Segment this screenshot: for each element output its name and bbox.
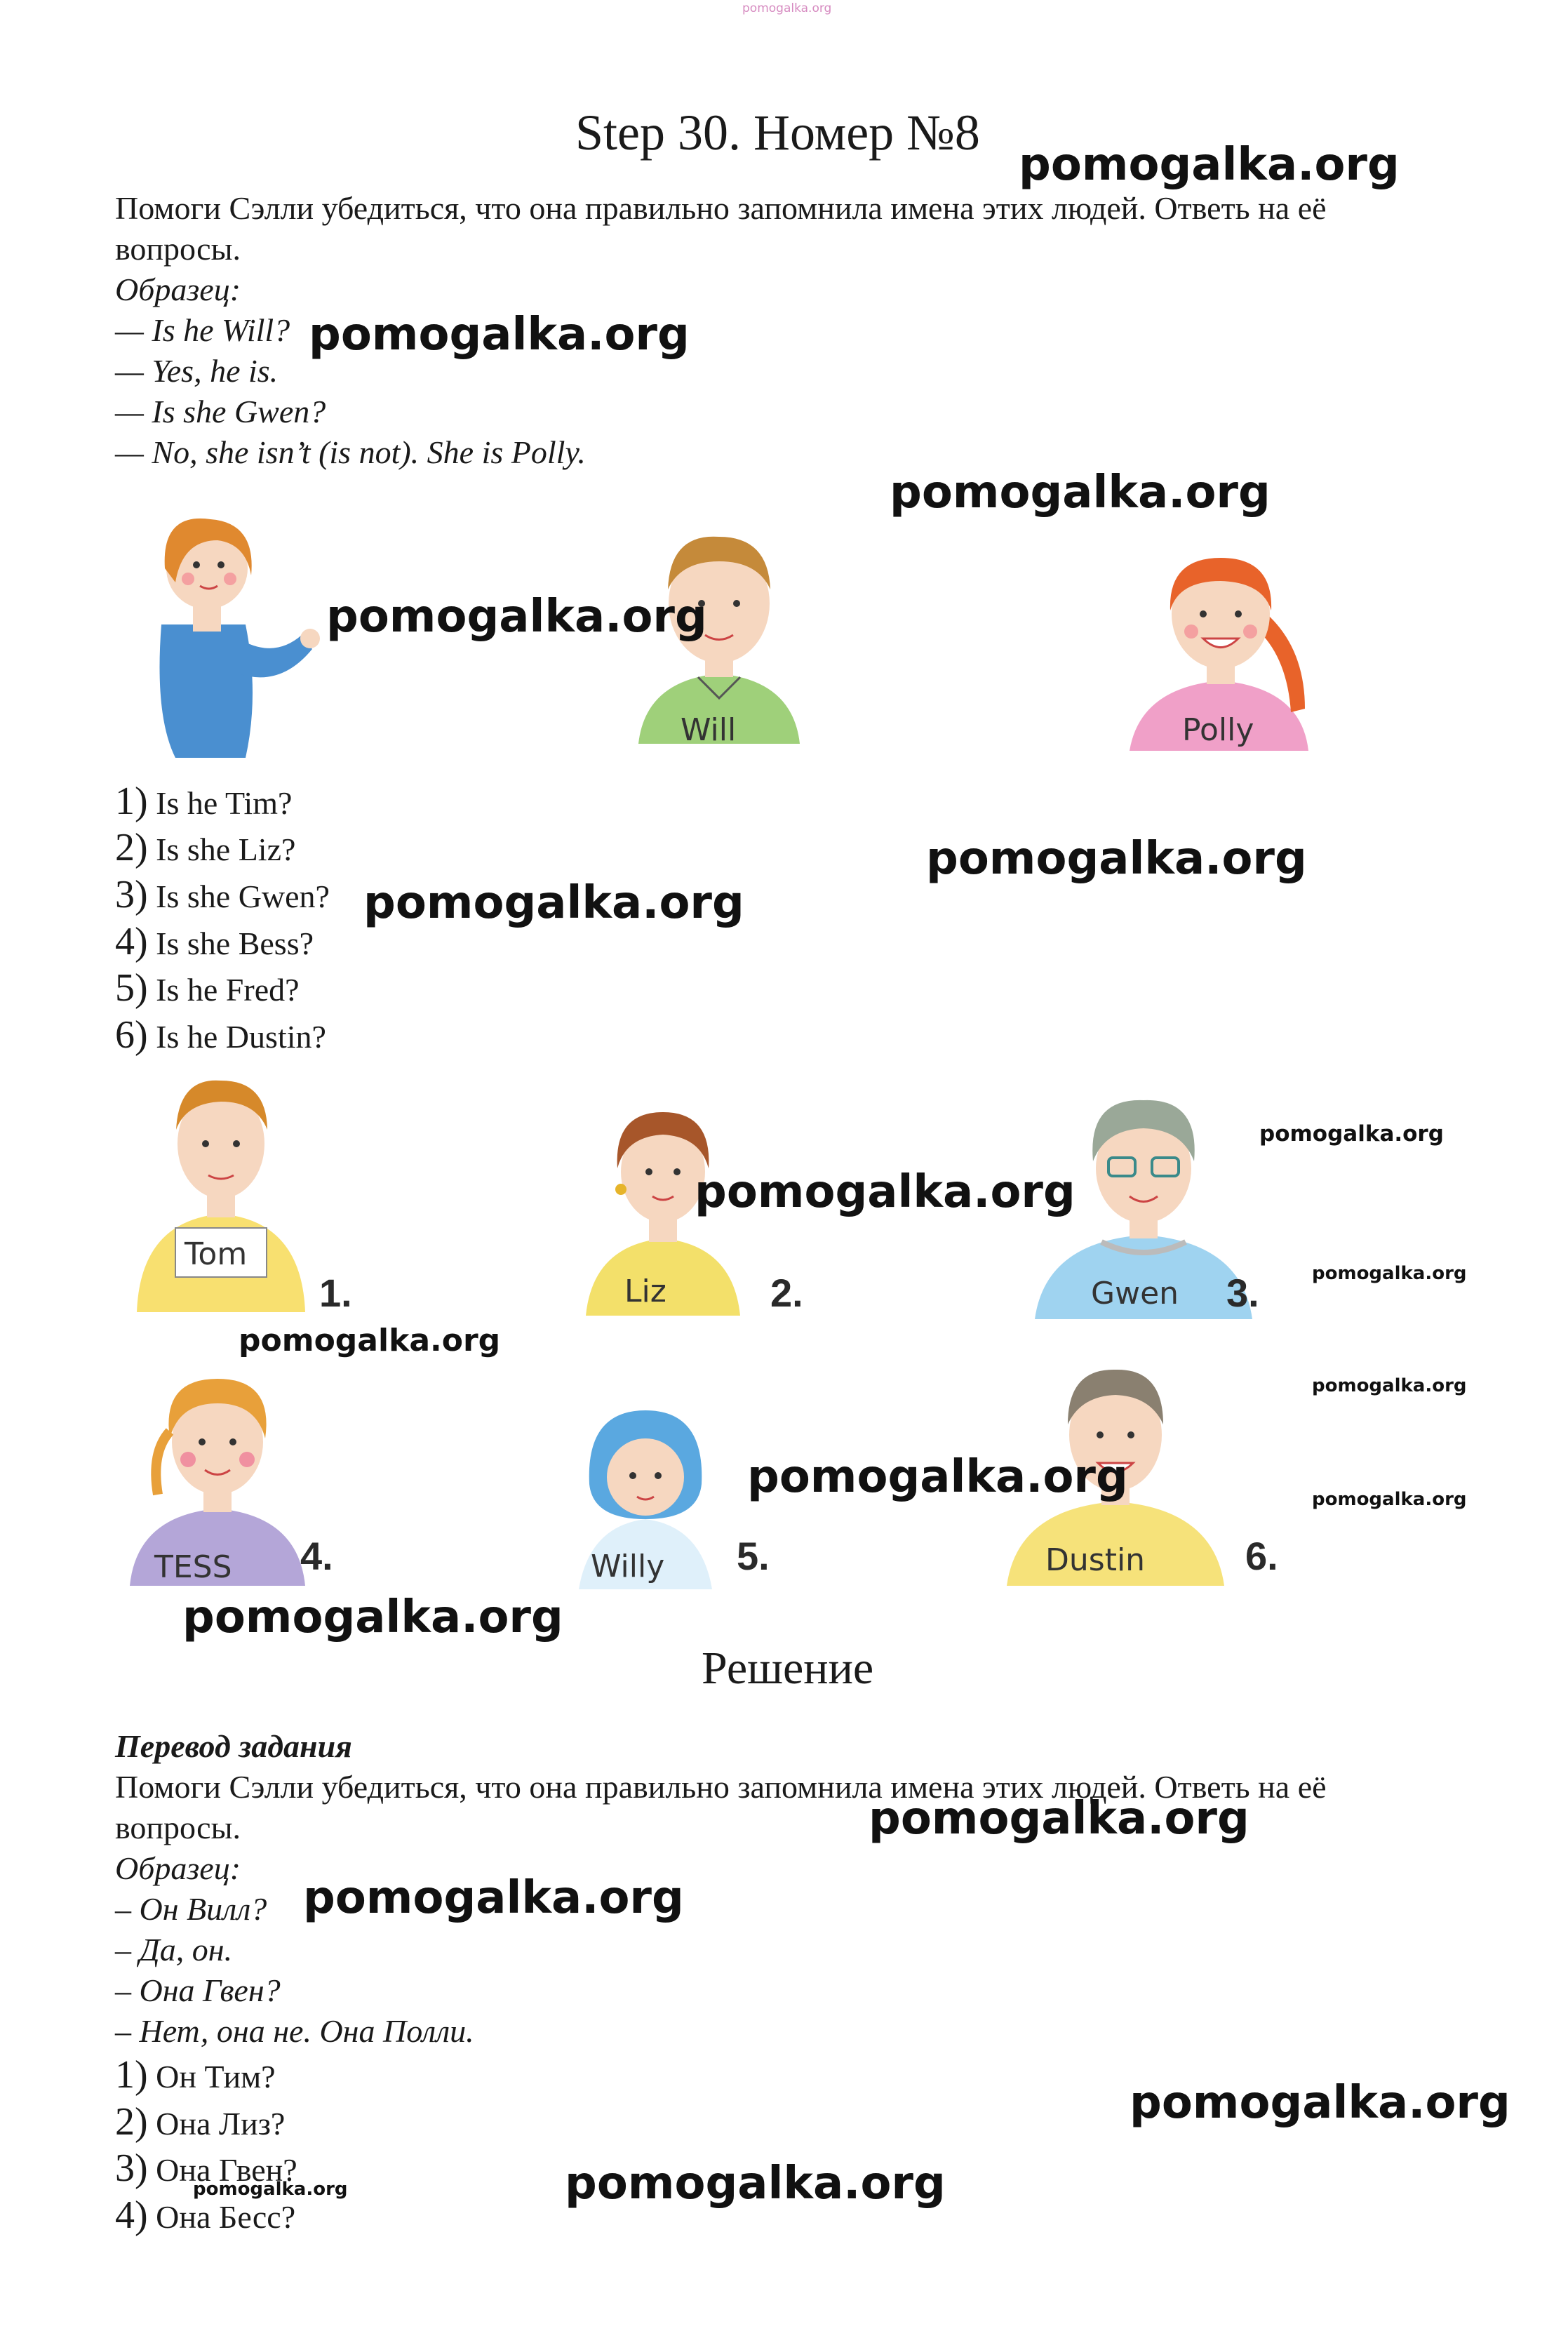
translation-sample-3: – Она Гвен?	[115, 1972, 281, 2008]
watermark: pomogalka.org	[1259, 1121, 1444, 1147]
instruction-line-1: Помоги Сэлли убедиться, что она правильно запомнила имена этих людей. Ответь на её	[115, 190, 1327, 226]
watermark: pomogalka.org	[309, 309, 690, 361]
watermark: pomogalka.org	[239, 1323, 501, 1358]
watermark: pomogalka.org	[747, 1451, 1128, 1503]
watermark: pomogalka.org	[890, 467, 1271, 519]
question-4: 4) Is she Bess?	[115, 920, 314, 963]
translation-line-1: Помоги Сэлли убедиться, что она правильно запомнила имена этих людей. Ответь на её	[115, 1769, 1327, 1805]
translation-sample-4: – Нет, она не. Она Полли.	[115, 2013, 474, 2049]
watermark: pomogalka.org	[326, 591, 707, 643]
girl-blue-sweater-illustration	[133, 484, 337, 765]
shirt-label-dustin: Dustin	[1045, 1542, 1146, 1578]
shirt-label-liz: Liz	[624, 1274, 666, 1309]
sample-line-3: — Is she Gwen?	[115, 394, 326, 429]
question-3: 3) Is she Gwen?	[115, 873, 330, 916]
sample-line-4: — No, she isn’t (is not). She is Polly.	[115, 434, 586, 470]
translation-line-2: вопросы.	[115, 1810, 241, 1845]
watermark: pomogalka.org	[1312, 1263, 1467, 1284]
person-number-3: 3.	[1226, 1271, 1259, 1315]
question-5: 5) Is he Fred?	[115, 966, 300, 1010]
sample-line-1: — Is he Will?	[115, 312, 290, 348]
question-6: 6) Is he Dustin?	[115, 1013, 326, 1057]
polly-illustration	[1130, 526, 1319, 758]
instruction-line-2: вопросы.	[115, 231, 241, 267]
tom-illustration	[130, 1060, 312, 1319]
tess-illustration	[126, 1354, 309, 1593]
watermark: pomogalka.org	[1312, 1489, 1467, 1510]
translation-sample-2: – Да, он.	[115, 1932, 233, 1967]
translation-question-2: 2) Она Лиз?	[115, 2100, 286, 2144]
translation-heading: Перевод задания	[115, 1728, 352, 1764]
watermark: pomogalka.org	[303, 1872, 684, 1924]
willy-illustration	[575, 1393, 716, 1596]
watermark: pomogalka.org	[1130, 2077, 1510, 2129]
shirt-label-polly: Polly	[1182, 712, 1254, 748]
shirt-label-gwen: Gwen	[1091, 1276, 1179, 1311]
watermark: pomogalka.org	[1019, 139, 1400, 191]
person-number-4: 4.	[300, 1534, 333, 1578]
shirt-label-will: Will	[681, 712, 737, 748]
person-number-1: 1.	[319, 1271, 352, 1315]
person-number-6: 6.	[1245, 1534, 1278, 1578]
person-number-5: 5.	[737, 1534, 770, 1578]
watermark: pomogalka.org	[926, 833, 1307, 885]
watermark: pomogalka.org	[565, 2158, 946, 2210]
top-watermark: pomogalka.org	[742, 1, 832, 15]
person-number-2: 2.	[770, 1271, 803, 1315]
solution-heading: Решение	[702, 1643, 874, 1694]
shirt-label-tess: TESS	[154, 1549, 232, 1585]
watermark: pomogalka.org	[695, 1166, 1076, 1218]
sample-label: Образец:	[115, 272, 241, 307]
watermark: pomogalka.org	[363, 877, 744, 929]
question-2: 2) Is she Liz?	[115, 826, 296, 869]
watermark: pomogalka.org	[193, 2179, 348, 2200]
page-title: Step 30. Номер №8	[575, 105, 980, 161]
question-1: 1) Is he Tim?	[115, 780, 293, 823]
shirt-label-tom: Tom	[185, 1236, 248, 1272]
watermark: pomogalka.org	[869, 1793, 1249, 1845]
watermark: pomogalka.org	[182, 1591, 563, 1643]
watermark: pomogalka.org	[1312, 1375, 1467, 1396]
translation-question-1: 1) Он Тим?	[115, 2053, 276, 2097]
sample-line-2: — Yes, he is.	[115, 353, 279, 389]
translation-sample-label: Образец:	[115, 1850, 241, 1886]
translation-question-3: 3) Она Гвен?	[115, 2146, 297, 2190]
shirt-label-willy: Willy	[591, 1549, 665, 1584]
translation-sample-1: – Он Вилл?	[115, 1891, 267, 1927]
translation-question-4: 4) Она Бесс?	[115, 2193, 296, 2237]
